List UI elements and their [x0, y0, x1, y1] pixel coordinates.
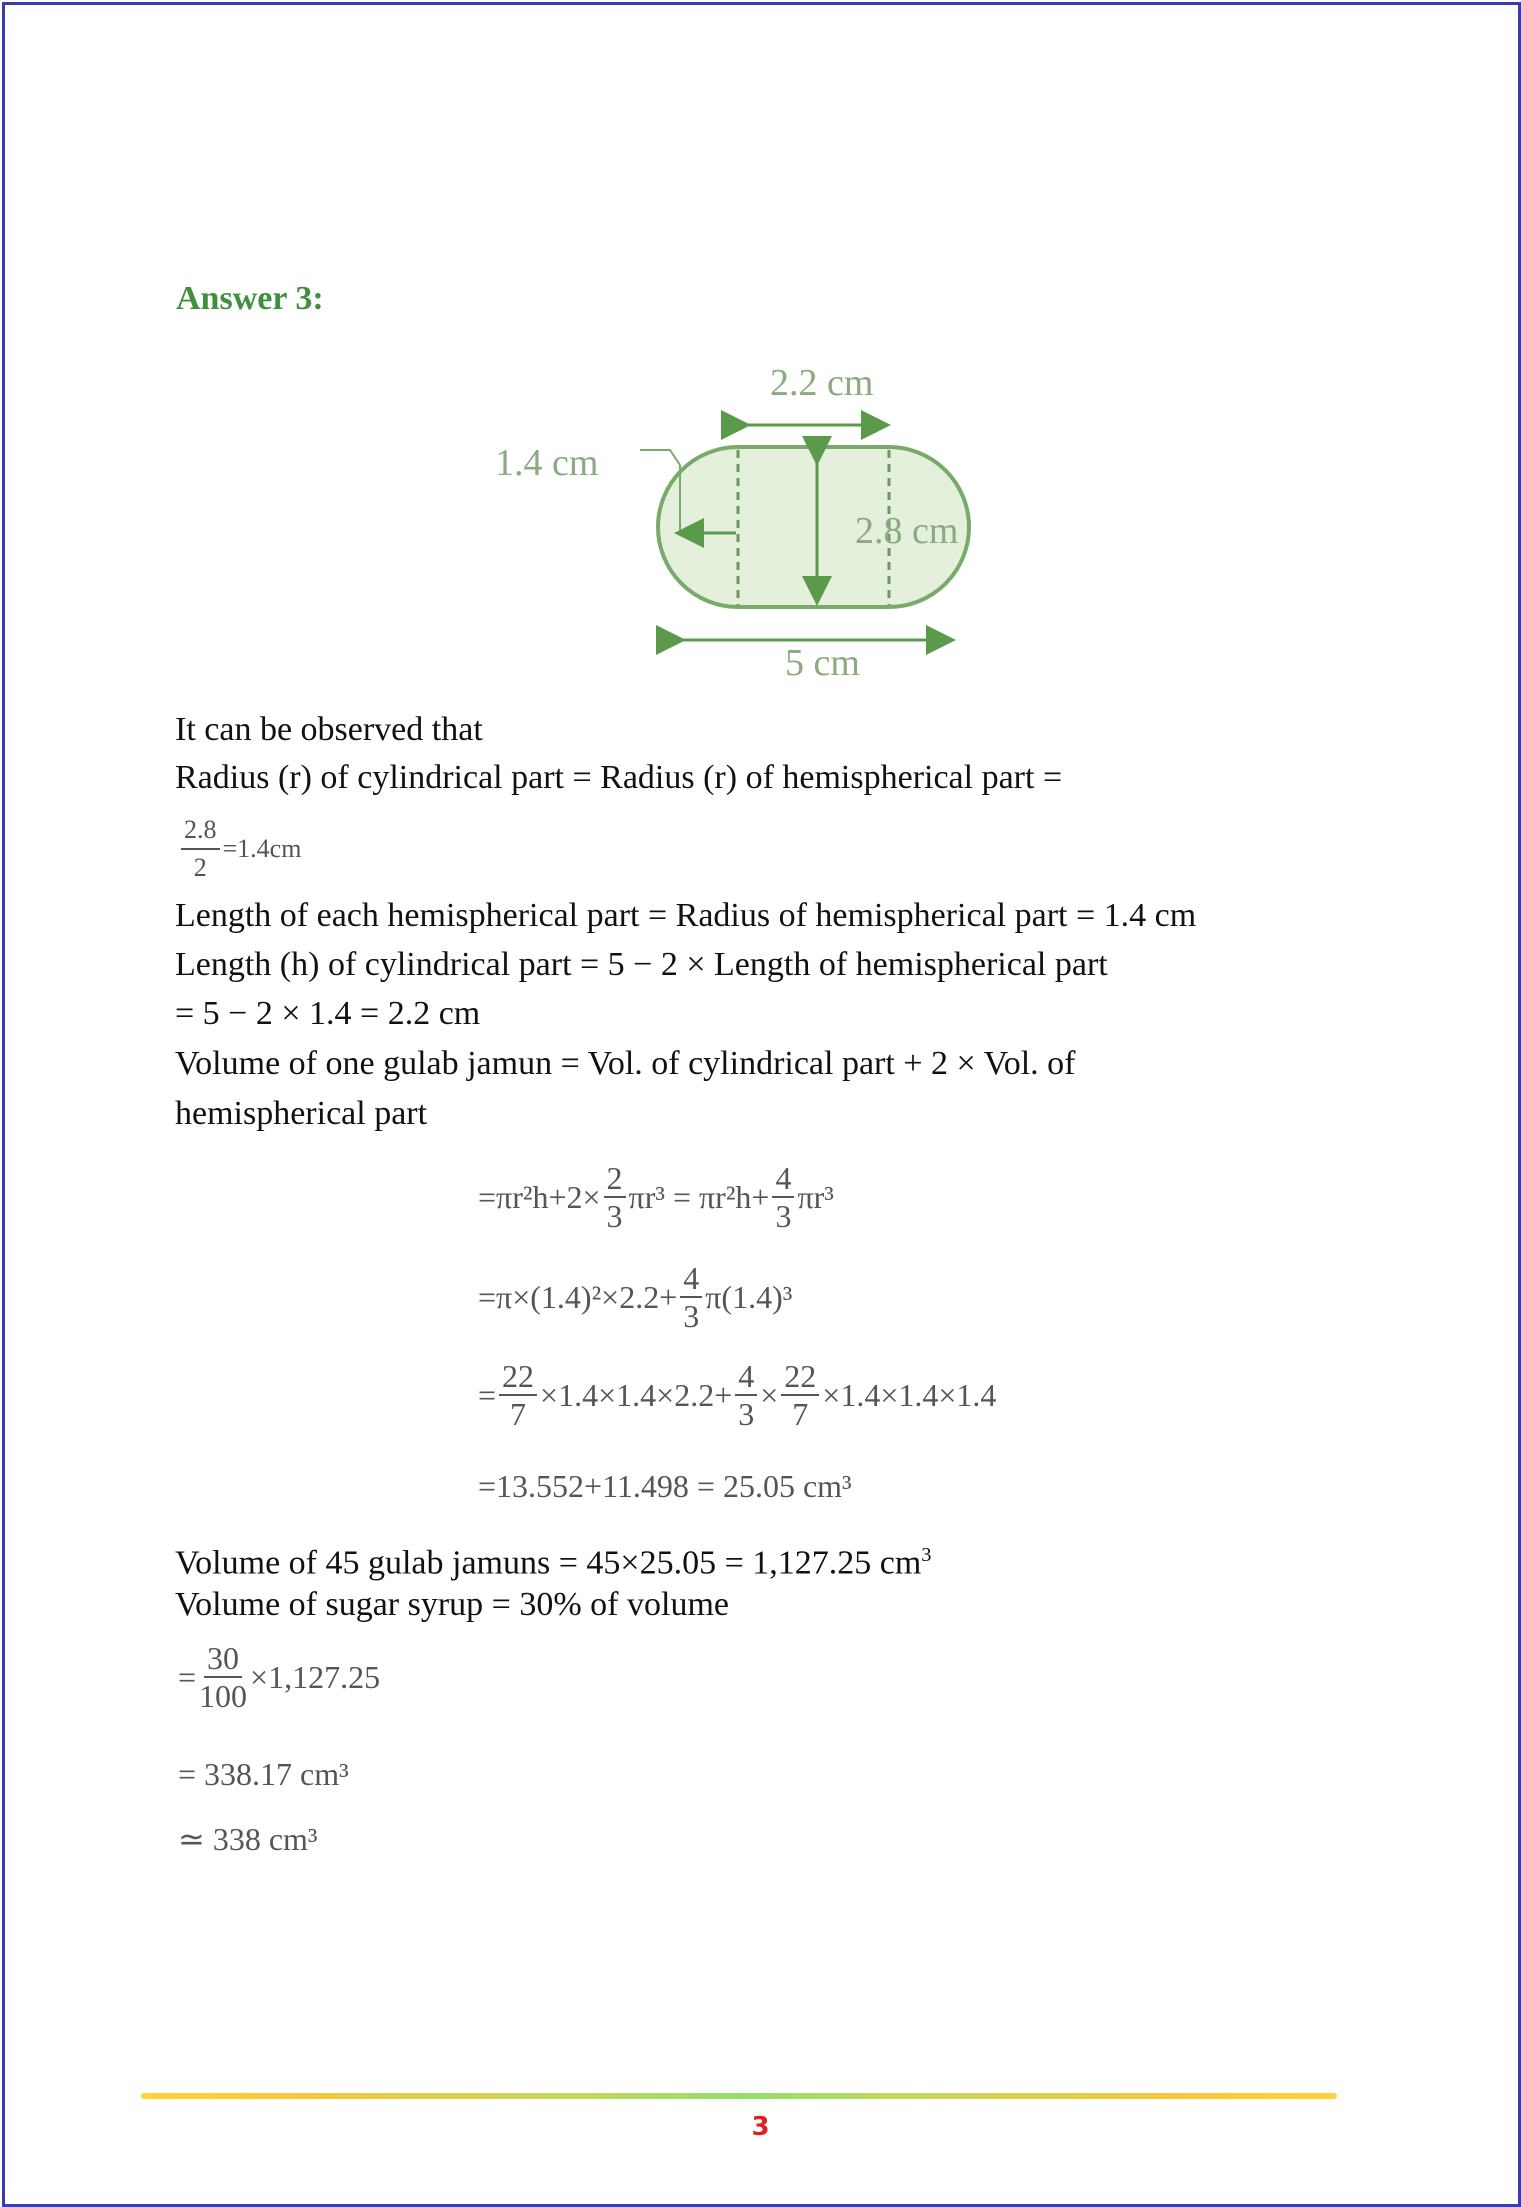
text-line: Radius (r) of cylindrical part = Radius (r) of hemispherical part =	[175, 759, 1063, 796]
equation-line-1: =πr²h+2× $\frac{2}{3}$ πr³ = πr²h+ $\frac{4}{3}$ πr³	[478, 1160, 834, 1234]
equation-line-3: = $\frac{22}{7}$ ×1.4×1.4×2.2+ $\frac{4}{3}$ × $\frac{22}{7}$ ×1.4×1.4×1.4	[478, 1358, 997, 1432]
text-line: Volume of one gulab jamun = Vol. of cylindrical part + 2 × Vol. of	[175, 1045, 1076, 1082]
text-line: Volume of sugar syrup = 30% of volume	[175, 1586, 729, 1623]
syrup-equation-2: = 338.17 cm³	[178, 1756, 349, 1792]
equation-line-2: =π×(1.4)²×2.2+ $\frac{4}{3}$ π(1.4)³	[478, 1260, 793, 1334]
label-cyl-length: 2.2 cm	[770, 362, 874, 404]
footer-divider	[141, 2093, 1337, 2099]
label-radius: 1.4 cm	[495, 442, 599, 484]
text-line: Length (h) of cylindrical part = 5 − 2 × Length of hemispherical part	[175, 946, 1108, 983]
text-line: It can be observed that	[175, 711, 483, 748]
radius-equation: $\frac{2.8}{2}$ =1.4cm	[178, 812, 301, 886]
label-diameter: 2.8 cm	[855, 510, 959, 552]
text-line: hemispherical part	[175, 1095, 428, 1132]
equation-line-4: =13.552+11.498 = 25.05 cm³	[478, 1468, 852, 1504]
page-number: 3	[751, 2112, 770, 2142]
syrup-equation-1: = $\frac{30}{100}$ ×1,127.25	[178, 1640, 381, 1714]
text-line: Length of each hemispherical part = Radius of hemispherical part = 1.4 cm	[175, 897, 1197, 934]
text-line: = 5 − 2 × 1.4 = 2.2 cm	[175, 995, 481, 1032]
text-line-volume-45: Volume of 45 gulab jamuns = 45×25.05 = 1,127.25 $cm^3$	[175, 1544, 932, 1582]
answer-heading: Answer 3:	[176, 280, 324, 317]
label-total-length: 5 cm	[785, 642, 860, 684]
gulab-jamun-diagram	[480, 350, 1040, 690]
syrup-equation-3: ≃ 338 cm³	[178, 1821, 318, 1857]
